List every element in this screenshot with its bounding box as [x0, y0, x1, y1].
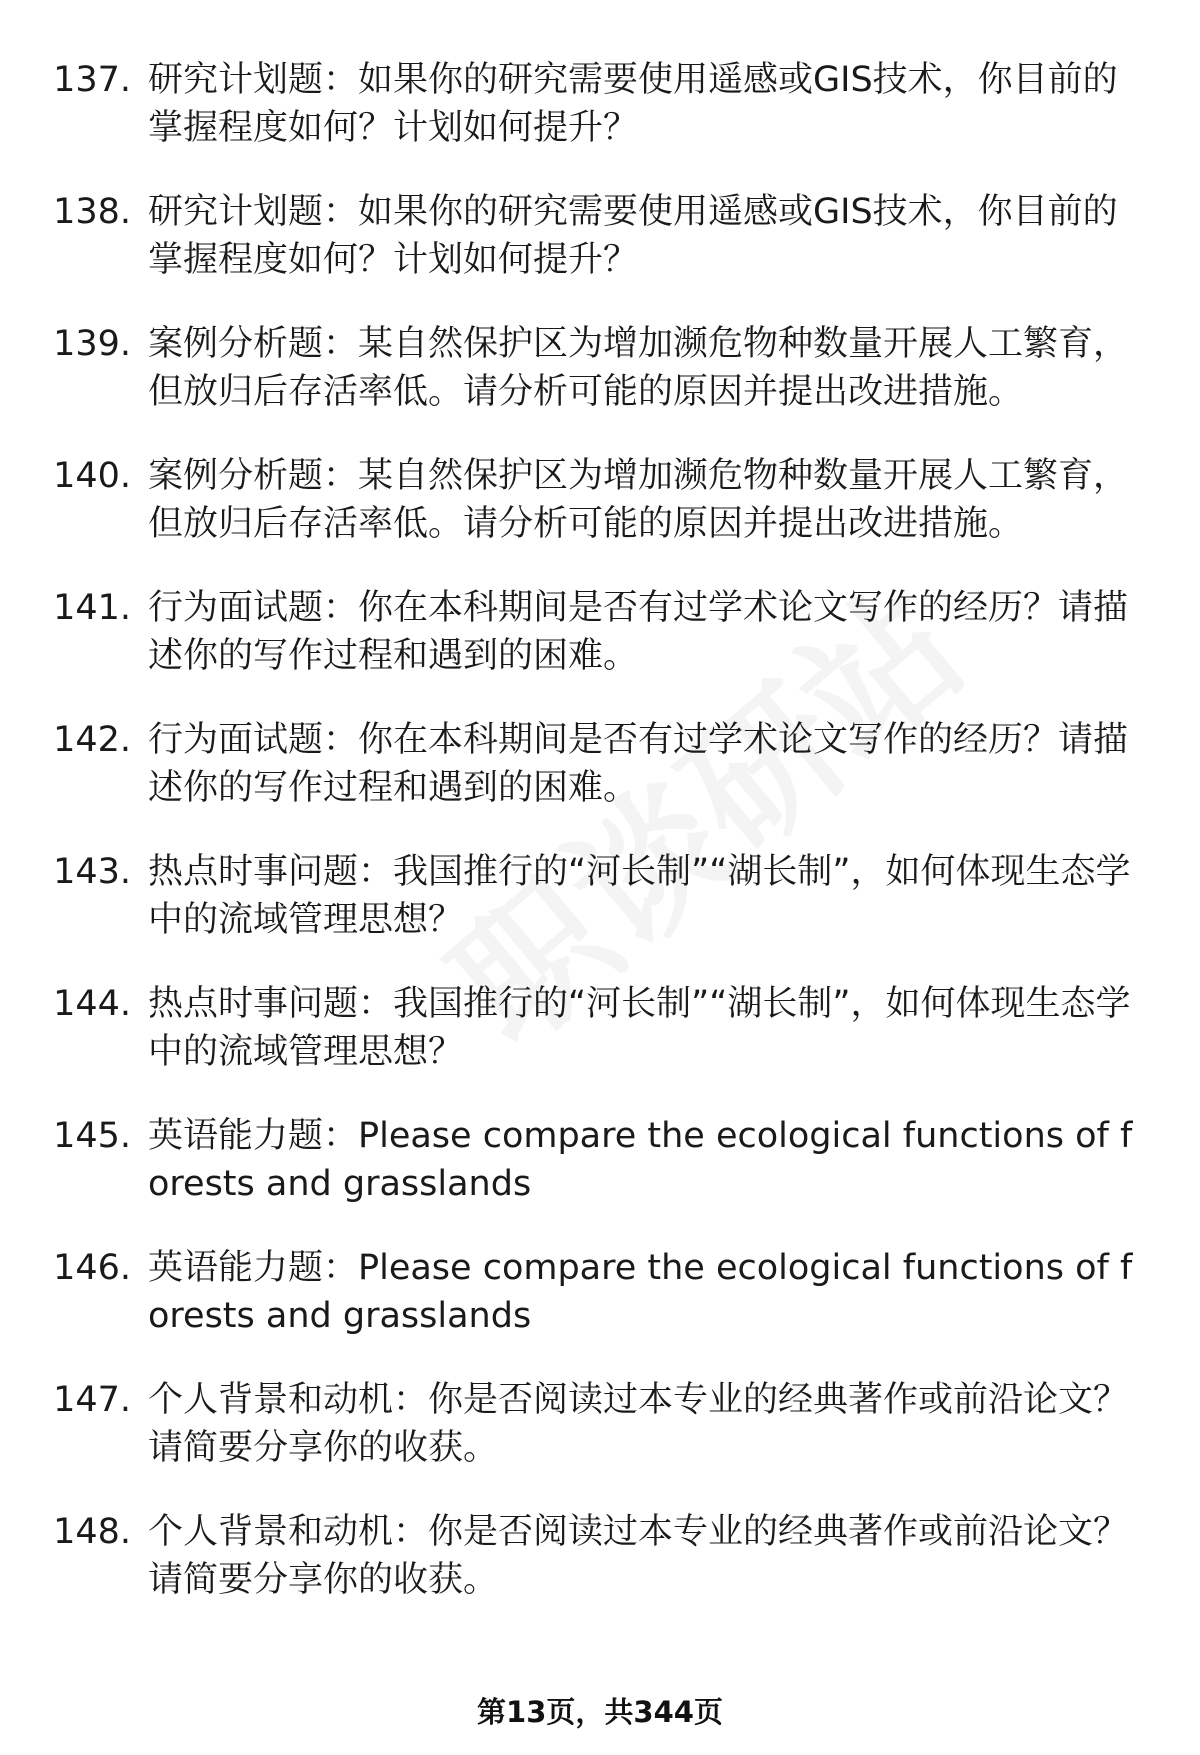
question-number: 143.	[53, 852, 131, 892]
question-number: 138.	[53, 192, 131, 232]
question-number: 140.	[53, 456, 131, 496]
question-text: 个人背景和动机：你是否阅读过本专业的经典著作或前沿论文？请简要分享你的收获。	[148, 1380, 1129, 1468]
question-number: 137.	[53, 60, 131, 100]
question-text: 行为面试题：你在本科期间是否有过学术论文写作的经历？请描述你的写作过程和遇到的困难。	[148, 588, 1129, 676]
question-text: 研究计划题：如果你的研究需要使用遥感或GIS技术，你目前的掌握程度如何？计划如何提升？	[148, 192, 1118, 280]
question-number: 141.	[53, 588, 131, 628]
question-item	[0, 188, 1200, 320]
question-item	[0, 1112, 1200, 1244]
question-number: 139.	[53, 324, 131, 364]
question-item	[0, 848, 1200, 980]
question-item	[0, 584, 1200, 716]
question-item	[0, 716, 1200, 848]
question-text: 热点时事问题：我国推行的“河长制”“湖长制”，如何体现生态学中的流域管理思想？	[148, 852, 1131, 940]
question-text: 英语能力题：Please compare the ecological functions of forests and grasslands	[148, 1116, 1133, 1204]
question-number: 142.	[53, 720, 131, 760]
question-text: 研究计划题：如果你的研究需要使用遥感或GIS技术，你目前的掌握程度如何？计划如何提升？	[148, 60, 1118, 148]
question-number: 145.	[53, 1116, 131, 1156]
question-text: 个人背景和动机：你是否阅读过本专业的经典著作或前沿论文？请简要分享你的收获。	[148, 1512, 1129, 1600]
question-item	[0, 452, 1200, 584]
question-number: 147.	[53, 1380, 131, 1420]
question-number: 148.	[53, 1512, 131, 1552]
question-text: 案例分析题：某自然保护区为增加濒危物种数量开展人工繁育，但放归后存活率低。请分析可能的原因并提出改进措施。	[148, 324, 1129, 412]
question-item	[0, 1508, 1200, 1640]
question-text: 案例分析题：某自然保护区为增加濒危物种数量开展人工繁育，但放归后存活率低。请分析可能的原因并提出改进措施。	[148, 456, 1129, 544]
question-item	[0, 56, 1200, 188]
page-number-footer: 第13页，共344页	[477, 1695, 723, 1729]
question-text: 行为面试题：你在本科期间是否有过学术论文写作的经历？请描述你的写作过程和遇到的困难。	[148, 720, 1129, 808]
question-number: 146.	[53, 1248, 131, 1288]
question-item	[0, 980, 1200, 1112]
question-number: 144.	[53, 984, 131, 1024]
question-item	[0, 1376, 1200, 1508]
question-item	[0, 1244, 1200, 1376]
question-text: 英语能力题：Please compare the ecological functions of forests and grasslands	[148, 1248, 1133, 1336]
question-item	[0, 320, 1200, 452]
question-text: 热点时事问题：我国推行的“河长制”“湖长制”，如何体现生态学中的流域管理思想？	[148, 984, 1131, 1072]
question-list	[0, 56, 1200, 1640]
